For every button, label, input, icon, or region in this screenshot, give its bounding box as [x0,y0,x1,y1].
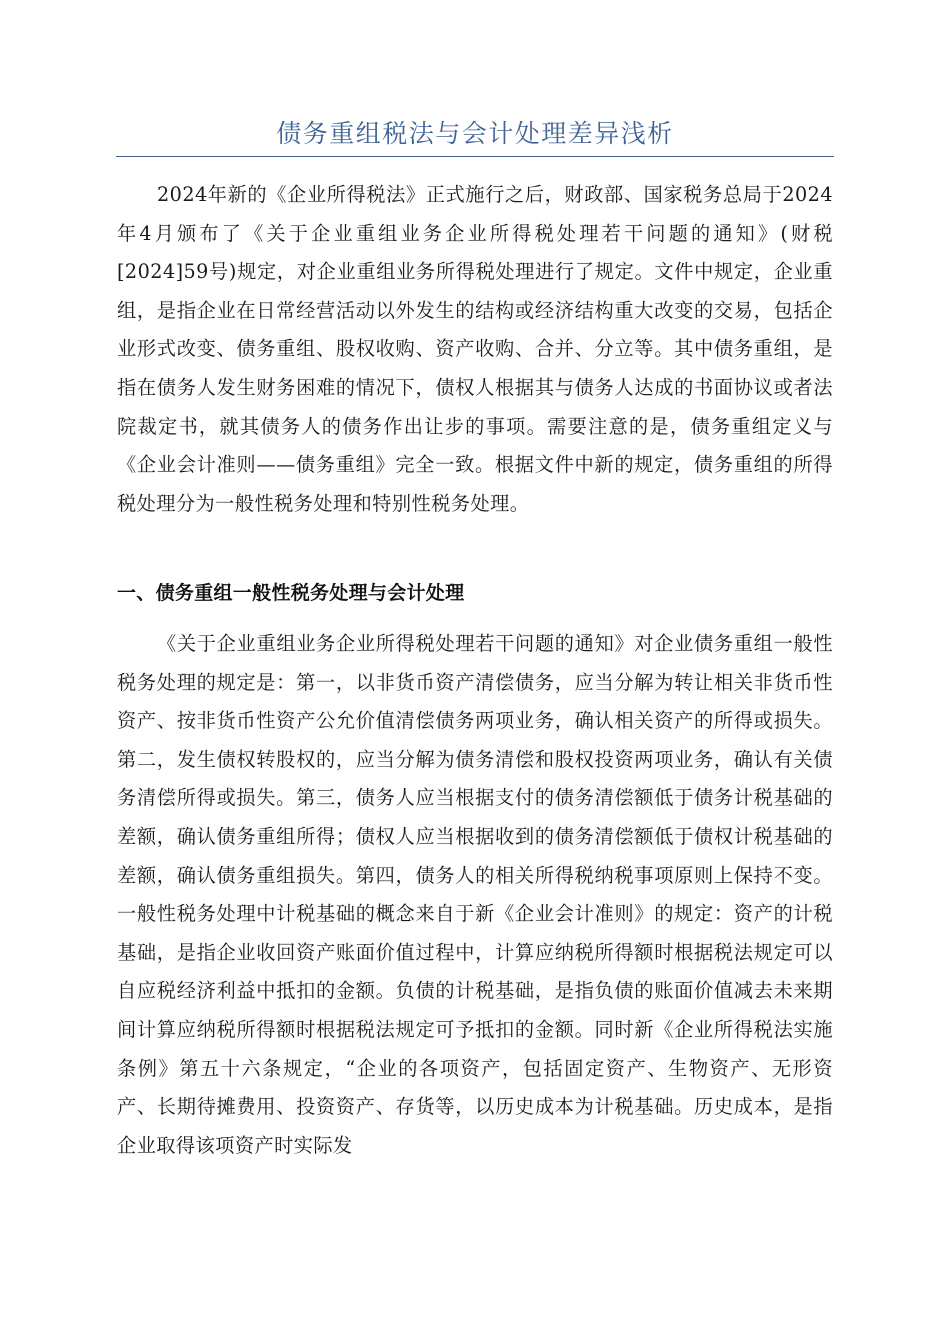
section-heading: 一、债务重组一般性税务处理与会计处理 [117,582,465,604]
section-paragraph: 《关于企业重组业务企业所得税处理若干问题的通知》对企业债务重组一般性税务处理的规定是：第一，以非货币资产清偿债务，应当分解为转让相关非货币性资产、按非货币性资产公允价值清偿债务两项业务，确认相关资产的所得或损失。第二，发生债权转股权的，应当分解为债务清偿和股权投资两项业务，确认有关债务清偿所得或损失。第三，债务人应当根据支付的债务清偿额低于债务计税基础的差额，确认债务重组所得；债权人应当根据收到的债务清偿额低于债权计税基础的差额，确认债务重组损失。第四，债务人的相关所得税纳税事项原则上保持不变。一般性税务处理中计税基础的概念来自于新《企业会计准则》的规定：资产的计税基础，是指企业收回资产账面价值过程中，计算应纳税所得额时根据税法规定可以自应税经济利益中抵扣的金额。负债的计税基础，是指负债的账面价值减去未来期间计算应纳税所得额时根据税法规定可予抵扣的金额。同时新《企业所得税法实施条例》第五十六条规定，“企业的各项资产，包括固定资产、生物资产、无形资产、长期待摊费用、投资资产、存货等，以历史成本为计税基础。历史成本，是指企业取得该项资产时实际发 [117,632,833,1157]
page-title: 债务重组税法与会计处理差异浅析 [276,119,674,148]
title-block [116,112,834,157]
intro-paragraph: 2024年新的《企业所得税法》正式施行之后，财政部、国家税务总局于2024年4月颁布了《关于企业重组业务企业所得税处理若干问题的通知》(财税[2024]59号)规定，对企业重组业务所得税处理进行了规定。文件中规定，企业重组，是指企业在日常经营活动以外发生的结构或经济结构重大改变的交易，包括企业形式改变、债务重组、股权收购、资产收购、合并、分立等。其中债务重组，是指在债务人发生财务困难的情况下，债权人根据其与债务人达成的书面协议或者法院裁定书，就其债务人的债务作出让步的事项。需要注意的是，债务重组定义与《企业会计准则——债务重组》完全一致。根据文件中新的规定，债务重组的所得税处理分为一般性税务处理和特别性税务处理。 [117,183,833,515]
